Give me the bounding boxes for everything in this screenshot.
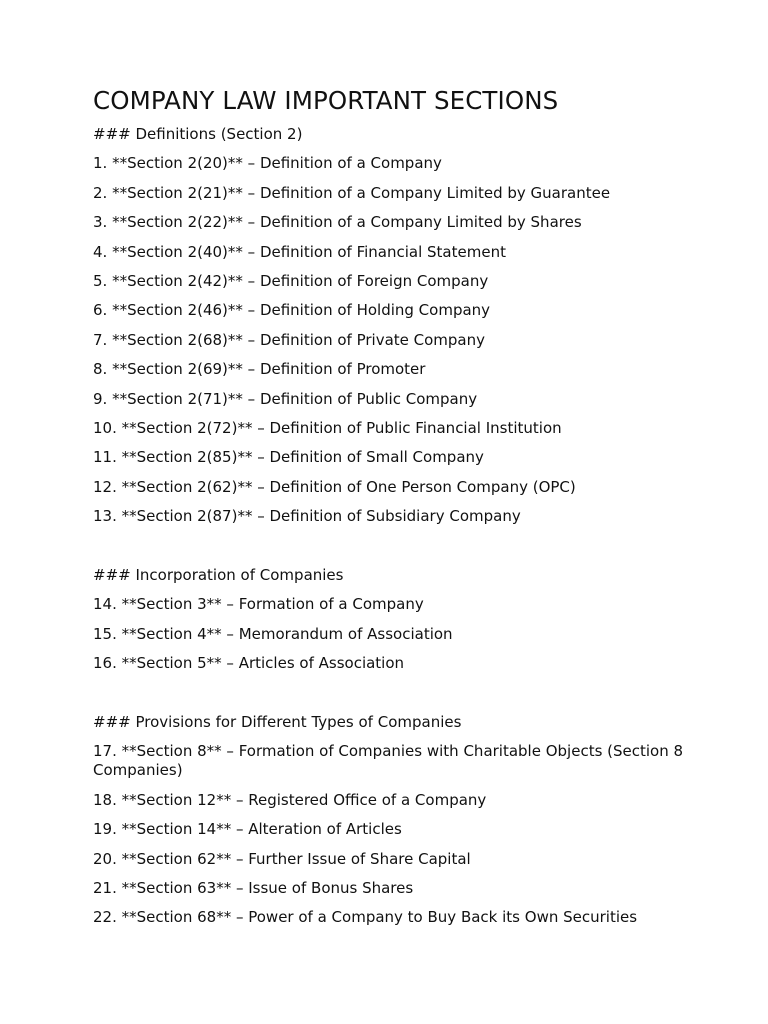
list-item: 5. **Section 2(42)** – Definition of Foreign Company bbox=[93, 271, 489, 290]
section-spacer bbox=[93, 536, 693, 566]
list-item: 6. **Section 2(46)** – Definition of Holding Company bbox=[93, 301, 491, 320]
list-item: 10. **Section 2(72)** – Definition of Public Financial Institution bbox=[93, 418, 562, 437]
list-item: 16. **Section 5** – Articles of Association bbox=[93, 654, 405, 673]
document-page bbox=[93, 86, 693, 938]
list-item: 11. **Section 2(85)** – Definition of Small Company bbox=[93, 448, 484, 467]
list-item: 22. **Section 68** – Power of a Company to Buy Back its Own Securities bbox=[93, 908, 638, 927]
list-item: 1. **Section 2(20)** – Definition of a Company bbox=[93, 154, 442, 173]
section-definitions bbox=[93, 125, 693, 526]
list-item: 14. **Section 3** – Formation of a Company bbox=[93, 595, 424, 614]
list-item: 21. **Section 63** – Issue of Bonus Shares bbox=[93, 878, 414, 897]
section-incorporation bbox=[93, 566, 693, 673]
list-item: 3. **Section 2(22)** – Definition of a Company Limited by Shares bbox=[93, 213, 582, 232]
list-item: 2. **Section 2(21)** – Definition of a Company Limited by Guarantee bbox=[93, 183, 611, 202]
document-title: COMPANY LAW IMPORTANT SECTIONS bbox=[93, 86, 559, 115]
section-heading: ### Definitions (Section 2) bbox=[93, 125, 303, 143]
section-heading: ### Provisions for Different Types of Companies bbox=[93, 713, 462, 732]
section-spacer bbox=[93, 684, 693, 714]
list-item: 15. **Section 4** – Memorandum of Association bbox=[93, 624, 453, 643]
list-item: 17. **Section 8** – Formation of Companies with Charitable Objects (Section 8 Companies) bbox=[93, 742, 684, 780]
list-item: 9. **Section 2(71)** – Definition of Public Company bbox=[93, 389, 478, 408]
list-item: 19. **Section 14** – Alteration of Articles bbox=[93, 820, 402, 839]
list-item: 7. **Section 2(68)** – Definition of Private Company bbox=[93, 330, 485, 349]
list-item: 18. **Section 12** – Registered Office of a Company bbox=[93, 790, 487, 809]
list-item: 12. **Section 2(62)** – Definition of One Person Company (OPC) bbox=[93, 477, 576, 496]
list-item: 13. **Section 2(87)** – Definition of Subsidiary Company bbox=[93, 507, 521, 526]
list-item: 8. **Section 2(69)** – Definition of Promoter bbox=[93, 360, 426, 379]
list-item: 20. **Section 62** – Further Issue of Share Capital bbox=[93, 849, 471, 868]
section-heading: ### Incorporation of Companies bbox=[93, 565, 344, 584]
section-company-types bbox=[93, 713, 693, 927]
list-item: 4. **Section 2(40)** – Definition of Financial Statement bbox=[93, 242, 506, 261]
